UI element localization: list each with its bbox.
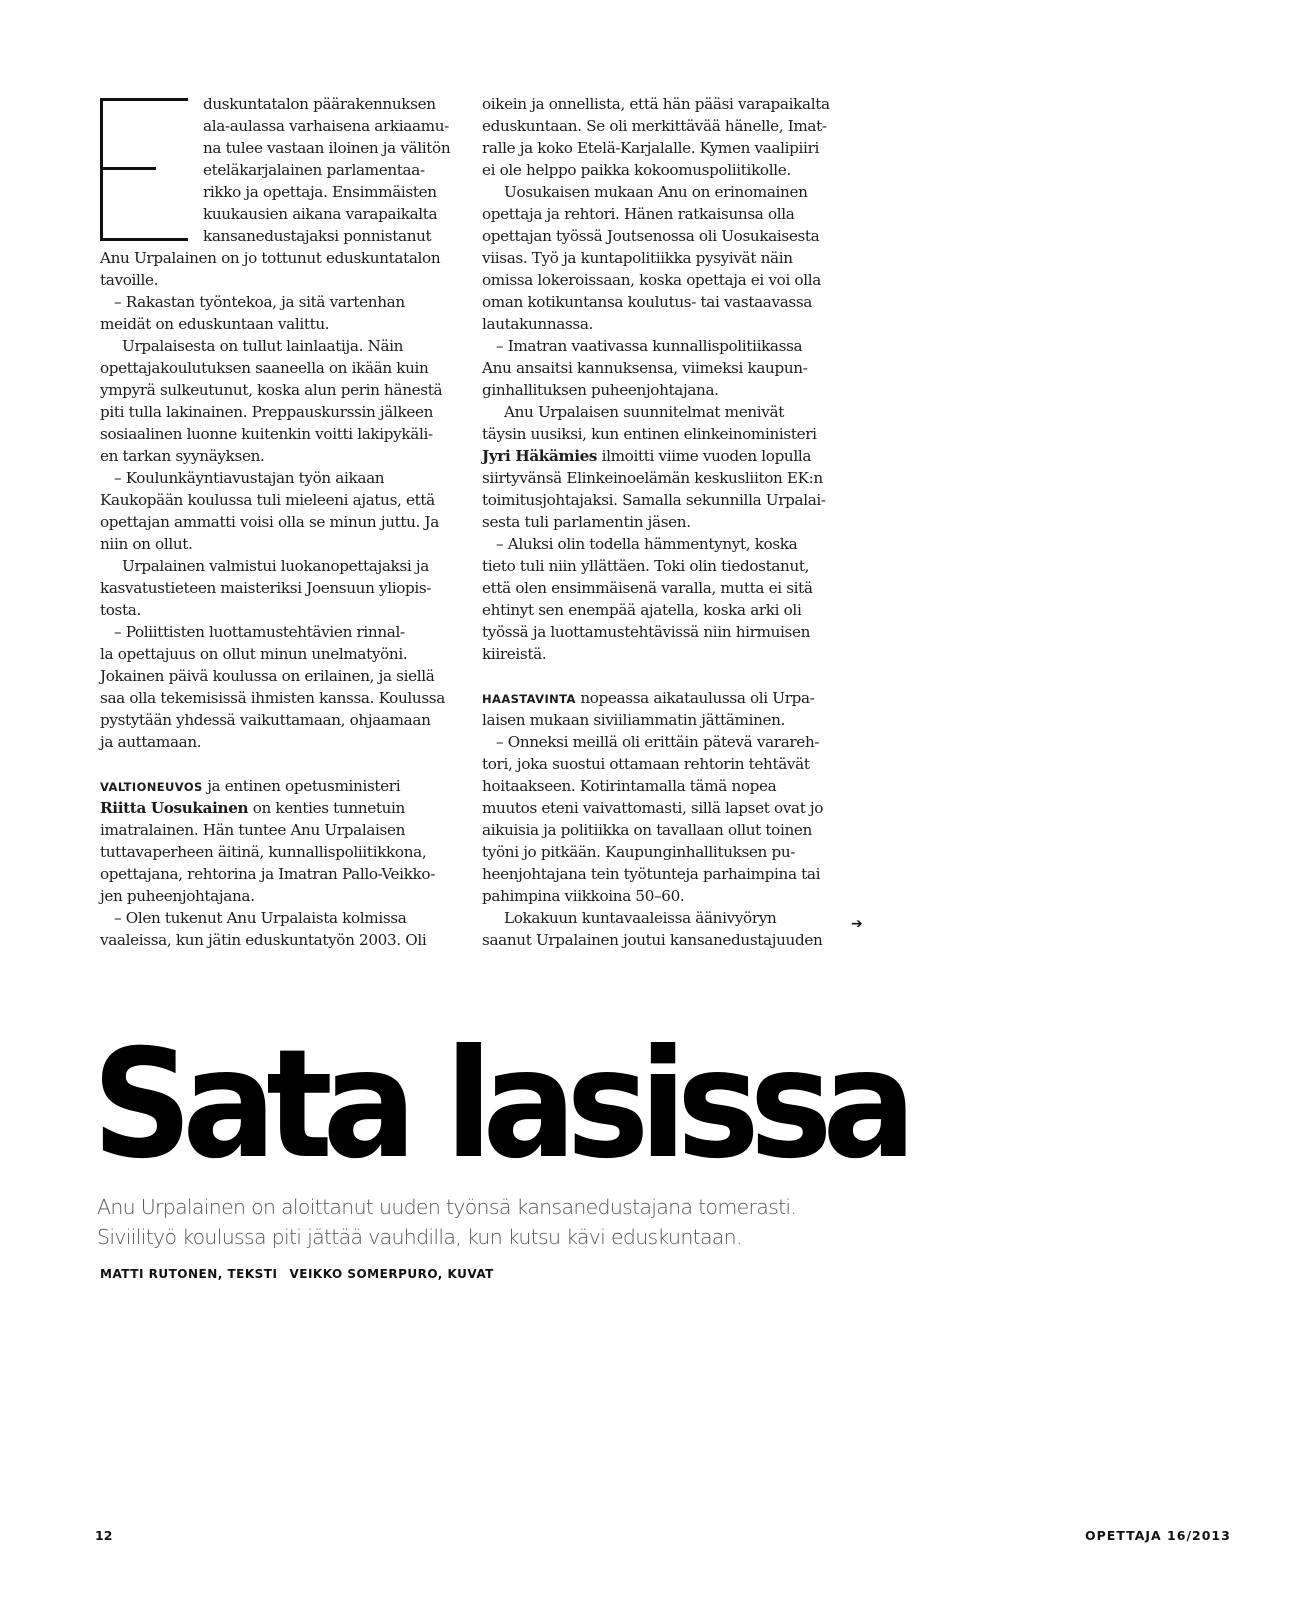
text-line: ei ole helppo paikka kokoomuspoliitikolle. [482, 161, 791, 179]
person-name: Jyri Häkämies [482, 447, 598, 465]
section-lead-caps: VALTIONEUVOS [100, 780, 203, 794]
text-line: – Koulunkäyntiavustajan työn aikaan [114, 469, 385, 487]
text-line: la opettajuus on ollut minun unelmatyöni. [100, 645, 408, 663]
text-line: saa olla tekemisissä ihmisten kanssa. Koulussa [100, 689, 445, 707]
byline [100, 1267, 494, 1281]
text-run: ja entinen opetusministeri [202, 777, 401, 795]
text-line: ehtinyt sen enempää ajatella, koska arki oli [482, 601, 802, 619]
text-line: tuttavaperheen äitinä, kunnallispoliitikkona, [100, 843, 427, 861]
text-line: Uosukaisen mukaan Anu on erinomainen [504, 183, 808, 201]
text-line: omissa lokeroissaan, koska opettaja ei voi olla [482, 271, 821, 289]
text-line: kiireistä. [482, 645, 547, 663]
text-line: – Aluksi olin todella hämmentynyt, koska [496, 535, 798, 553]
text-line: na tulee vastaan iloinen ja välitön [203, 139, 451, 157]
text-line: – Poliittisten luottamustehtävien rinnal- [114, 623, 405, 641]
text-line: jen puheenjohtajana. [100, 887, 255, 905]
text-line: opettaja ja rehtori. Hänen ratkaisunsa olla [482, 205, 795, 223]
text-line: siirtyvänsä Elinkeinoelämän keskusliiton EK:n [482, 469, 823, 487]
page-number: 12 [95, 1528, 113, 1543]
text-line: Anu Urpalaisen suunnitelmat menivät [504, 403, 784, 421]
text-line: ginhallituksen puheenjohtajana. [482, 381, 719, 399]
text-line: Kaukopään koulussa tuli mieleeni ajatus, että [100, 491, 435, 509]
text-line: oikein ja onnellista, että hän pääsi varapaikalta [482, 95, 830, 113]
text-line: täysin uusiksi, kun entinen elinkeinoministeri [482, 425, 817, 443]
text-line: heenjohtajana tein työtunteja parhaimpina tai [482, 865, 821, 883]
text-line [100, 775, 462, 797]
text-line: opettajakoulutuksen saaneella on ikään kuin [100, 359, 429, 377]
text-line: oman kotikuntansa koulutus- tai vastaavassa [482, 293, 813, 311]
text-line: kasvatustieteen maisteriksi Joensuun yliopis- [100, 579, 432, 597]
article-column-right [482, 93, 844, 951]
text-line [100, 797, 462, 819]
byline-author: MATTI RUTONEN, TEKSTI [100, 1267, 278, 1281]
text-line: muutos eteni vaivattomasti, sillä lapset ovat jo [482, 799, 824, 817]
text-line: rikko ja opettaja. Ensimmäisten [203, 183, 437, 201]
paragraph-gap [100, 753, 462, 775]
text-line: opettajan ammatti voisi olla se minun juttu. Ja [100, 513, 439, 531]
text-line: hoitaakseen. Kotirintamalla tämä nopea [482, 777, 777, 795]
text-line: duskuntatalon päärakennuksen [203, 95, 436, 113]
text-line: sosiaalinen luonne kuitenkin voitti lakipykäli- [100, 425, 433, 443]
text-line: niin on ollut. [100, 535, 193, 553]
text-line: – Onneksi meillä oli erittäin pätevä varareh- [496, 733, 820, 751]
text-line: kuukausien aikana varapaikalta [203, 205, 438, 223]
text-line: tavoille. [100, 271, 159, 289]
headline-title: Sata lasissa [92, 1018, 907, 1192]
text-line: toimitusjohtajaksi. Samalla sekunnilla Urpalai- [482, 491, 826, 509]
text-line: eteläkarjalainen parlamentaa- [203, 161, 425, 179]
text-line: – Rakastan työntekoa, ja sitä vartenhan [114, 293, 405, 311]
text-line: ja auttamaan. [100, 733, 202, 751]
text-line: en tarkan syynäyksen. [100, 447, 265, 465]
text-line: pahimpina viikkoina 50–60. [482, 887, 685, 905]
paragraph-gap [482, 665, 844, 687]
text-line [482, 445, 844, 467]
text-line: Jokainen päivä koulussa on erilainen, ja siellä [100, 667, 435, 685]
text-line: laisen mukaan siviiliammatin jättäminen. [482, 711, 786, 729]
text-line: ympyrä sulkeutunut, koska alun perin hänestä [100, 381, 443, 399]
text-line: ralle ja koko Etelä-Karjalalle. Kymen vaalipiiri [482, 139, 819, 157]
article-column-left [100, 93, 462, 951]
text-line: Anu ansaitsi kannuksensa, viimeksi kaupun- [482, 359, 808, 377]
text-line: työssä ja luottamustehtävissä niin hirmuisen [482, 623, 811, 641]
lede-line: Anu Urpalainen on aloittanut uuden työnsä kansanedustajana tomerasti. [97, 1195, 797, 1219]
byline-photographer: VEIKKO SOMERPURO, KUVAT [289, 1267, 494, 1281]
text-run: on kenties tunnetuin [248, 799, 405, 817]
arrow-right-icon: ➔ [851, 916, 863, 932]
person-name: Riitta Uosukainen [100, 799, 249, 817]
publication-issue: OPETTAJA 16/2013 [1085, 1528, 1231, 1543]
text-line: aikuisia ja politiikka on tavallaan ollut toinen [482, 821, 812, 839]
text-line: sesta tuli parlamentin jäsen. [482, 513, 691, 531]
text-line: lautakunnassa. [482, 315, 594, 333]
text-run: nopeassa aikataulussa oli Urpa- [575, 689, 815, 707]
lede [97, 1192, 857, 1252]
text-line: Anu Urpalainen on jo tottunut eduskuntatalon [100, 249, 441, 267]
text-line: Urpalainen valmistui luokanopettajaksi ja [122, 557, 429, 575]
text-line: että olen ensimmäisenä varalla, mutta ei sitä [482, 579, 813, 597]
text-line: saanut Urpalainen joutui kansanedustajuuden [482, 931, 823, 949]
text-line: Lokakuun kuntavaaleissa äänivyöryn [504, 909, 777, 927]
text-line: – Imatran vaativassa kunnallispolitiikassa [496, 337, 803, 355]
text-line: opettajana, rehtorina ja Imatran Pallo-Veikko- [100, 865, 435, 883]
text-line: ala-aulassa varhaisena arkiaamu- [203, 117, 449, 135]
section-lead-caps: HAASTAVINTA [482, 692, 576, 706]
text-line: piti tulla lakinainen. Preppauskurssin jälkeen [100, 403, 434, 421]
text-line: opettajan työssä Joutsenossa oli Uosukaisesta [482, 227, 820, 245]
text-line: vaaleissa, kun jätin eduskuntatyön 2003. Oli [100, 931, 427, 949]
text-line: työni jo pitkään. Kaupunginhallituksen pu- [482, 843, 796, 861]
text-line: tosta. [100, 601, 141, 619]
text-line [482, 687, 844, 709]
text-line: Urpalaisesta on tullut lainlaatija. Näin [122, 337, 404, 355]
lede-line: Siviilityö koulussa piti jättää vauhdilla, kun kutsu kävi eduskuntaan. [97, 1225, 742, 1249]
text-line: kansanedustajaksi ponnistanut [203, 227, 432, 245]
text-line: viisas. Työ ja kuntapolitiikka pysyivät näin [482, 249, 793, 267]
text-line: tieto tuli niin yllättäen. Toki olin tiedostanut, [482, 557, 810, 575]
text-line: pystytään yhdessä vaikuttamaan, ohjaamaan [100, 711, 431, 729]
text-line: eduskuntaan. Se oli merkittävää hänelle, Imat- [482, 117, 827, 135]
text-line: tori, joka suostui ottamaan rehtorin tehtävät [482, 755, 810, 773]
text-run: ilmoitti viime vuoden lopulla [597, 447, 812, 465]
text-line: imatralainen. Hän tuntee Anu Urpalaisen [100, 821, 406, 839]
text-line: meidät on eduskuntaan valittu. [100, 315, 330, 333]
text-line: – Olen tukenut Anu Urpalaista kolmissa [114, 909, 407, 927]
